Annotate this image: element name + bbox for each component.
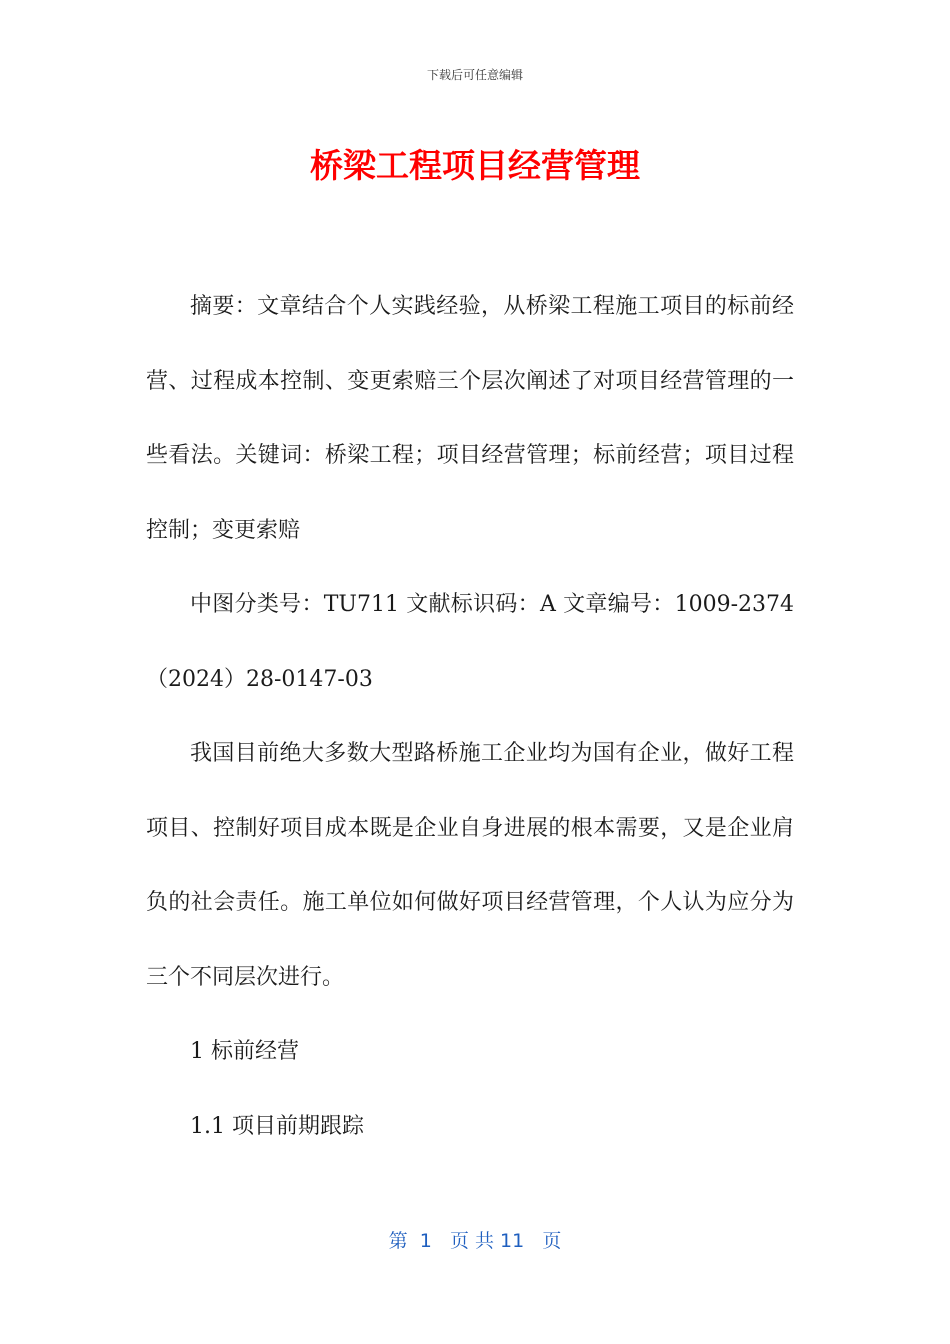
section-heading-1-1: 1.1 项目前期跟踪	[190, 1113, 364, 1139]
abstract-paragraph: 摘要：文章结合个人实践经验，从桥梁工程施工项目的标前经营、过程成本控制、变更索赔三个层次阐述了对项目经营管理的一些看法。关键词：桥梁工程；项目经营管理；标前经营；项目过程控制；变更索赔	[146, 294, 794, 543]
section-heading-1: 1 标前经营	[190, 1039, 299, 1064]
header-note: 下载后可任意编辑	[426, 68, 523, 82]
document-title: 桥梁工程项目经营管理	[310, 146, 640, 185]
intro-paragraph: 我国目前绝大多数大型路桥施工企业均为国有企业，做好工程项目、控制好项目成本既是企业自身进展的根本需要，又是企业肩负的社会责任。施工单位如何做好项目经营管理，个人认为应分为三个不同层次进行。	[146, 741, 794, 990]
document-body	[146, 270, 794, 1164]
page-footer: 第 1 页 共 11 页	[388, 1230, 562, 1252]
classification-paragraph: 中图分类号：TU711 文献标识码：A 文章编号：1009-2374（2024）28-0147-03	[146, 592, 794, 692]
